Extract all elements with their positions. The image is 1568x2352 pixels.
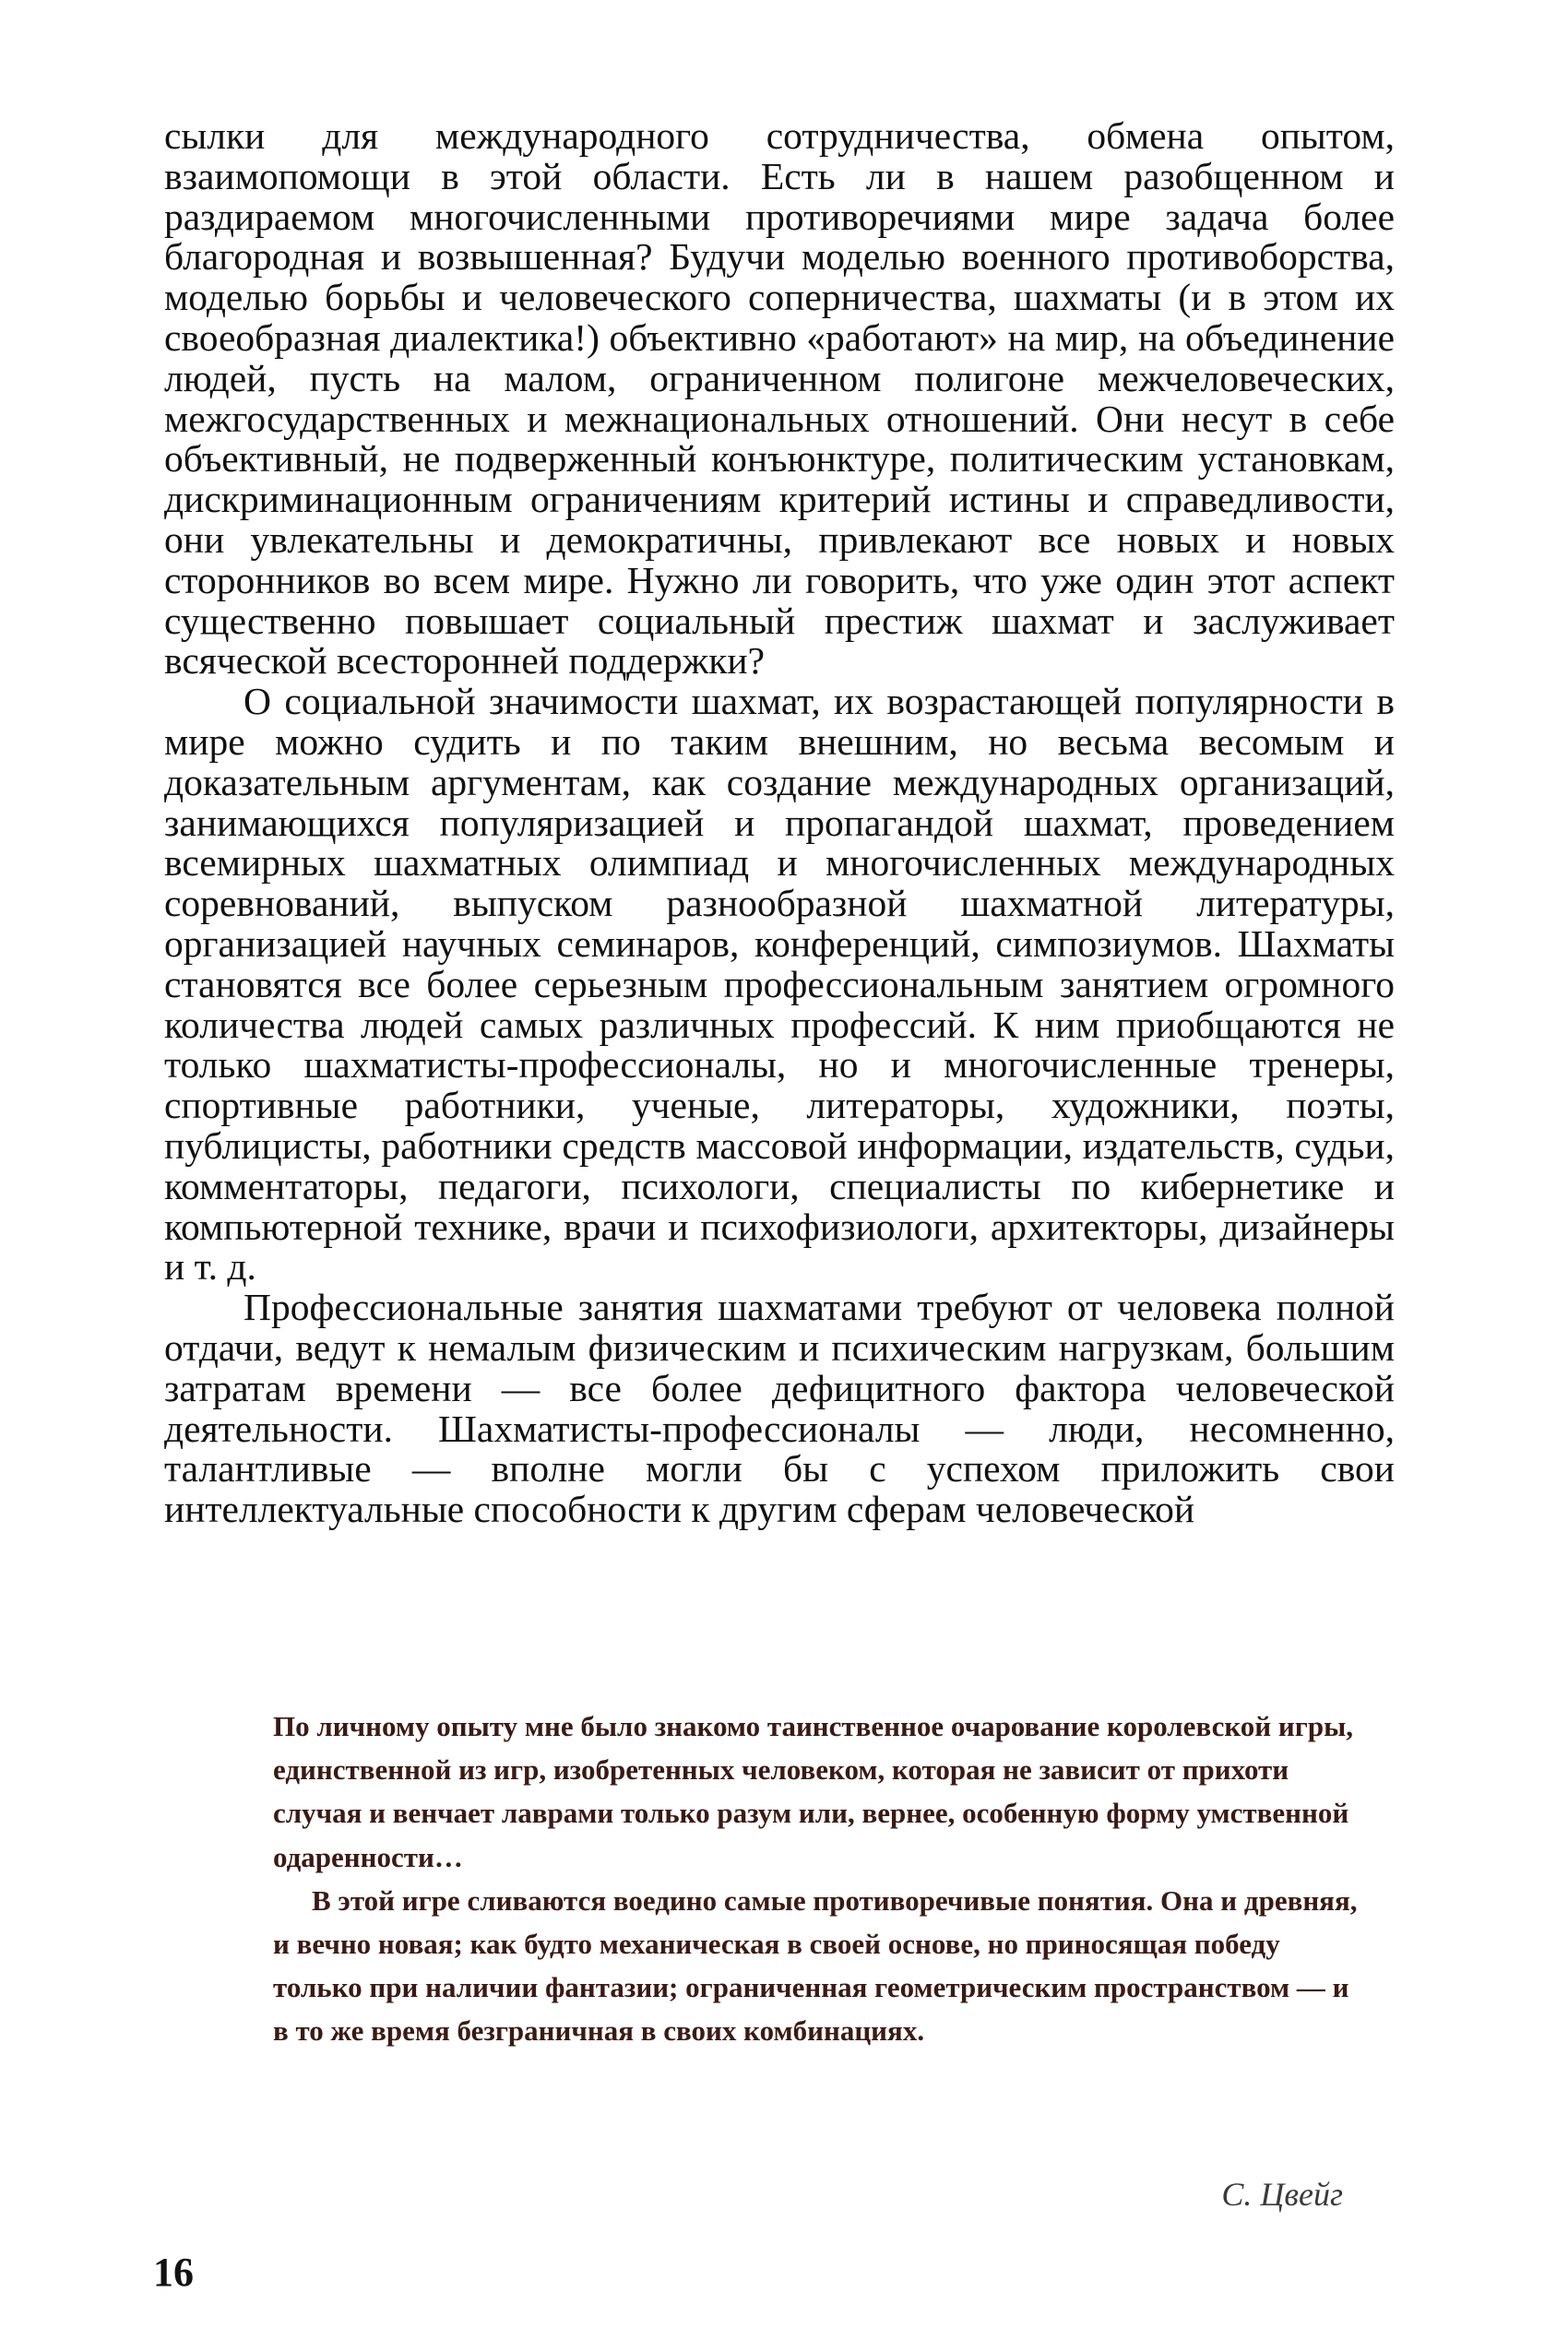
page-number: 16 xyxy=(153,2250,194,2295)
quote-author: С. Цвейг xyxy=(1221,2176,1343,2213)
paragraph-1: сылки для международного сотрудничества, обмена опытом, взаимопомощи в этой области. Есть ли в нашем разобщенном и раздираемом многочисленными противоречиями мире задача более благородная и возвышенная? Будучи моделью военного противоборства, моделью борьбы и человеческого соперничества, шахматы (и в этом их своеобразная диалектика!) объективно «работают» на мир, на объединение людей, пусть на малом, ограниченном полигоне межчеловеческих, межгосударственных и межнациональных отношений. Они несут в себе объективный, не подверженный конъюнктуре, политическим установкам, дискриминационным ограничениям критерий истины и справедливости, они увлекательны и демократичны, привлекают все новых и новых сторонников во всем мире. Нужно ли говорить, что уже один этот аспект существенно повышает социальный престиж шахмат и заслуживает всяческой всесторонней поддержки? xyxy=(164,114,1395,683)
quote-paragraph-1: По личному опыту мне было знакомо таинственное очарование королевской игры, единственной из игр, изобретенных человеком, которая не зависит от прихоти случая и венчает лаврами только разум или, вернее, особенную форму умственной одаренности… xyxy=(273,1710,1354,1873)
paragraph-2: О социальной значимости шахмат, их возрастающей популярности в мире можно судить и по таким внешним, но весьма весомым и доказательным аргументам, как создание международных организаций, занимающихся популяризацией и пропагандой шахмат, проведением всемирных шахматных олимпиад и многочисленных международных соревнований, выпуском разнообразной шахматной литературы, организацией научных семинаров, конференций, симпозиумов. Шахматы становятся все более серьезным профессиональным занятием огромного количества людей самых различных профессий. К ним приобщаются не только шахматисты-профессионалы, но и многочисленные тренеры, спортивные работники, ученые, литераторы, художники, поэты, публицисты, работники средств массовой информации, издательств, судьи, комментаторы, педагоги, психологи, специалисты по кибернетике и компьютерной технике, врачи и психофизиологи, архитекторы, дизайнеры и т. д. xyxy=(164,680,1395,1289)
main-text-body xyxy=(164,116,1395,1530)
quote-paragraph-2: В этой игре сливаются воедино самые противоречивые понятия. Она и древняя, и вечно новая; как будто механическая в своей основе, но приносящая победу только при наличии фантазии; ограниченная геометрическим пространством — и в то же время безграничная в своих комбинациях. xyxy=(273,1883,1358,2048)
epigraph-quote xyxy=(273,1705,1358,2053)
paragraph-3: Профессиональные занятия шахматами требуют от человека полной отдачи, ведут к немалым физическим и психическим нагрузкам, большим затратам времени — все более дефицитного фактора человеческой деятельности. Шахматисты-профессионалы — люди, несомненно, талантливые — вполне могли бы с успехом приложить свои интеллектуальные способности к другим сферам человеческой xyxy=(164,1286,1395,1531)
